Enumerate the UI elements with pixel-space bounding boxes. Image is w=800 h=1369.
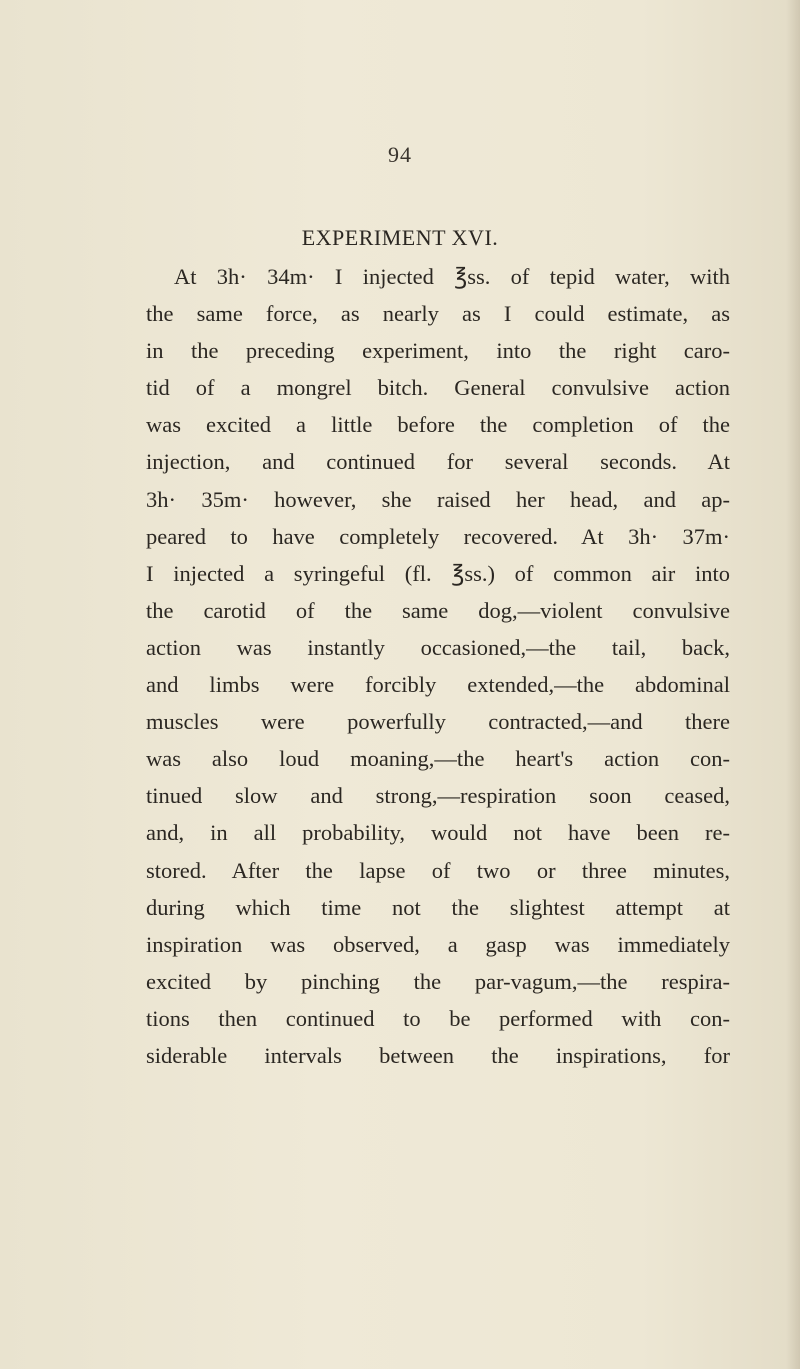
text-line: injection, and continued for several seconds. At	[146, 449, 730, 475]
text-line: stored. After the lapse of two or three minutes,	[146, 857, 730, 883]
text-line: 3h· 35m· however, she raised her head, and ap-	[146, 486, 730, 512]
text-line: peared to have completely recovered. At 3h· 37m·	[146, 523, 730, 549]
page-edge-shadow	[786, 0, 800, 1369]
text-line: I injected a syringeful (fl. ℥ss.) of common air into	[146, 560, 730, 586]
text-line: the carotid of the same dog,—violent convulsive	[146, 597, 730, 623]
text-line: was also loud moaning,—the heart's action con-	[146, 746, 730, 772]
text-line: inspiration was observed, a gasp was immediately	[146, 931, 730, 957]
text-line: action was instantly occasioned,—the tail, back,	[146, 634, 730, 660]
text-line: and, in all probability, would not have been re-	[146, 820, 730, 846]
text-line: muscles were powerfully contracted,—and there	[146, 709, 730, 735]
text-line: siderable intervals between the inspirations, for	[146, 1042, 730, 1068]
text-line: At 3h· 34m· I injected ℥ss. of tepid water, with	[174, 264, 730, 289]
text-line: the same force, as nearly as I could estimate, as	[146, 301, 730, 327]
page-number: 94	[388, 142, 412, 167]
text-line: tions then continued to be performed with con-	[146, 1005, 730, 1031]
body-paragraph	[146, 258, 730, 1074]
experiment-heading: EXPERIMENT XVI.	[301, 225, 499, 250]
text-line: during which time not the slightest attempt at	[146, 894, 730, 920]
text-line: tid of a mongrel bitch. General convulsive action	[146, 375, 730, 401]
text-line: excited by pinching the par-vagum,—the respira-	[146, 968, 730, 994]
text-line: and limbs were forcibly extended,—the abdominal	[146, 672, 730, 698]
text-line: was excited a little before the completion of the	[146, 412, 730, 438]
text-line: in the preceding experiment, into the right caro-	[146, 338, 730, 364]
text-line: tinued slow and strong,—respiration soon ceased,	[146, 783, 730, 809]
